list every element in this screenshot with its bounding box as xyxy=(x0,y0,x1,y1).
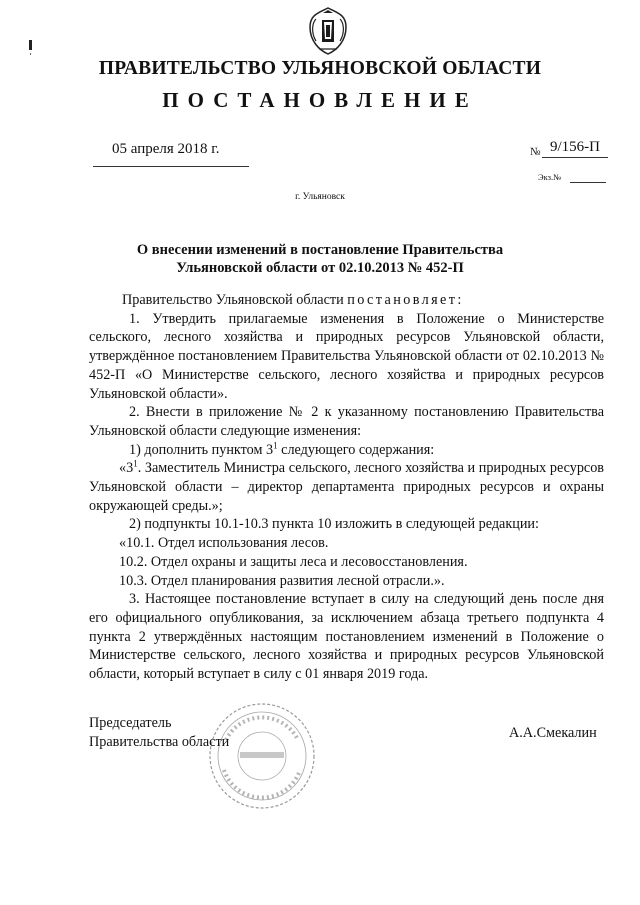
quote-1: «$3^1$. Заместитель Министра сельского, лесного хозяйства и природных ресурсов Ульяновской области – директор департамента природных ресурсов и охраны окружающей среды.»; xyxy=(89,458,604,514)
position-line-2: Правительства области xyxy=(89,733,230,750)
intro-subject: Правительство Ульяновской области xyxy=(122,292,344,308)
subject-line-2: Ульяновской области от 02.10.2013 № 452-П xyxy=(176,260,464,276)
quote-2-item-2: 10.2. Отдел охраны и защиты леса и лесовосстановления. xyxy=(119,553,468,570)
city: г. Ульяновск xyxy=(295,192,345,202)
copy-number-line xyxy=(570,182,606,183)
subparagraph-2-2: 2) подпункты 10.1-10.3 пункта 10 изложить в следующей редакции: xyxy=(129,516,539,533)
subparagraph-2-1: 1) дополнить пунктом $3^1$ следующего содержания: xyxy=(129,439,435,458)
paragraph-2: 2. Внести в приложение № 2 к указанному постановлению Правительства Ульяновской области следующие изменения: xyxy=(89,404,604,439)
decree-number: 9/156-П xyxy=(550,139,600,155)
quote-2-item-3: 10.3. Отдел планирования развития лесной отрасли.». xyxy=(119,572,445,589)
intro-paragraph xyxy=(89,291,604,310)
government-title: ПРАВИТЕЛЬСТВО УЛЬЯНОВСКОЙ ОБЛАСТИ xyxy=(98,58,542,79)
decree-date: 05 апреля 2018 г. xyxy=(112,141,220,157)
superscript: 1 xyxy=(133,458,138,469)
copy-number-label: Экз.№ xyxy=(538,172,562,182)
decree-subject xyxy=(0,241,640,277)
quote-2-item-1: «10.1. Отдел использования лесов. xyxy=(119,535,329,552)
number-sign: № xyxy=(530,146,541,158)
paragraph-1: 1. Утвердить прилагаемые изменения в Положение о Министерстве сельского, лесного хозяйства и природных ресурсов Ульяновской области, утверждённое постановлением Правительства Ульяновской области от 02.10.2013 № 452-П «О Министерстве сельского, лесного хозяйства и природных ресурсов Ульяновской области». xyxy=(89,310,604,402)
intro-verb: постановляет: xyxy=(347,292,464,308)
document-type: ПОСТАНОВЛЕНИЕ xyxy=(162,88,478,112)
paragraph-3: 3. Настоящее постановление вступает в силу на следующий день после дня его официального опубликования, за исключением абзаца третьего подпункта 4 пункта 2 утверждённых настоящим постановлением изменений в Положение о Министерстве сельского, лесного хозяйства и природных ресурсов Ульяновской области, который вступает в силу с 01 января 2019 года. xyxy=(89,591,604,683)
signatory-name: А.А.Смекалин xyxy=(509,725,597,741)
superscript: 1 xyxy=(273,439,278,450)
number-underline xyxy=(542,157,608,158)
position-line-1: Председатель xyxy=(89,715,172,731)
coat-of-arms-icon xyxy=(302,5,354,57)
decree-body xyxy=(89,291,604,684)
date-underline xyxy=(93,166,249,167)
signatory-position xyxy=(89,714,229,751)
margin-mark-icon xyxy=(28,40,34,56)
subject-line-1: О внесении изменений в постановление Правительства xyxy=(136,242,504,258)
